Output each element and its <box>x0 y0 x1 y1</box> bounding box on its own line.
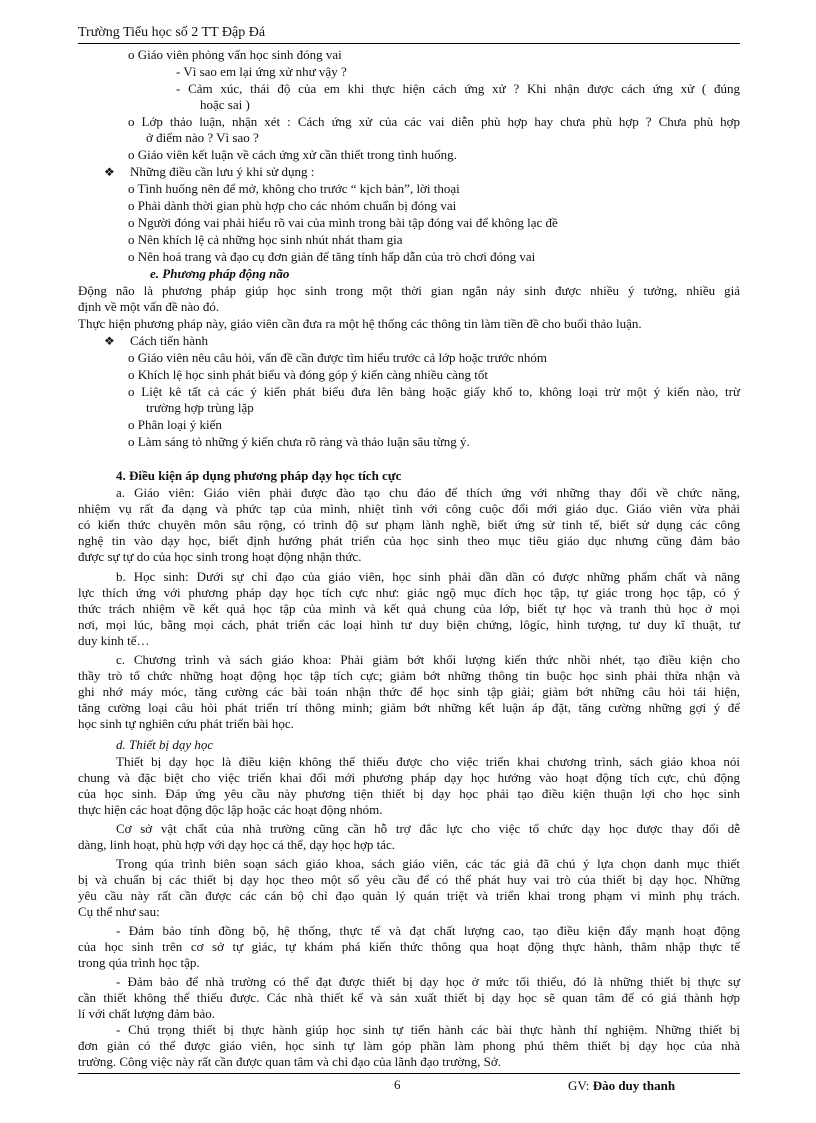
text-line: Thiết bị dạy học là điều kiện không thể thiếu được cho việc triển khai chương trình, sách giáo khoa nói <box>116 754 740 769</box>
text-line: hoặc sai ) <box>200 97 250 112</box>
text-line: ghi nhớ máy móc, tăng cường các bài toán nhận thức để học sinh tập giải; giảm bớt những câu hỏi tái hiện, <box>78 684 740 699</box>
text-line: - Đảm bảo để nhà trường có thể đạt được thiết bị dạy học ở mức tối thiểu, đó là những thiết bị thực sự <box>116 974 740 989</box>
text-line: Cụ thể như sau: <box>78 904 160 919</box>
text-line: thầy trò tổ chức những hoạt động học tập tích cực; giảm bớt những thông tin buộc học sinh phải thừa nhận và <box>78 668 740 683</box>
text-line: - Cảm xúc, thái độ của em khi thực hiện cách ứng xử ? Khi nhận được cách ứng xử ( đúng <box>176 81 740 96</box>
text-line: b. Học sinh: Dưới sự chỉ đạo của giáo viên, học sinh phải dần dần có được những phẩm chất và năng <box>116 569 740 584</box>
text-line: cần thiết không thể thiếu được. Các nhà thiết kế và sản xuất thiết bị dạy học sẽ quan tâm để có giá thành hợp <box>78 990 740 1005</box>
text-line: đơn giản có thể được giáo viên, học sinh tự làm góp phần làm phong phú thêm thiết bị dạy học của nhà <box>78 1038 740 1053</box>
text-line: ở điểm nào ? Vì sao ? <box>146 130 259 145</box>
text-line: trường. Công việc này rất cần được quan tâm và chỉ đạo của lãnh đạo trường, Sở. <box>78 1054 501 1069</box>
text-line: a. Giáo viên: Giáo viên phải được đào tạo chu đáo để thích ứng với những thay đổi về chức năng, <box>116 485 740 500</box>
text-line: o Người đóng vai phải hiểu rõ vai của mình trong bài tập đóng vai để không lạc đề <box>128 215 558 230</box>
text-line: o Nên khích lệ cả những học sinh nhút nhát tham gia <box>128 232 403 247</box>
text-line: o Giáo viên kết luận về cách ứng xử cần thiết trong tình huống. <box>128 147 457 162</box>
text-line: c. Chương trình và sách giáo khoa: Phải giảm bớt khối lượng kiến thức nhồi nhét, tạo điều kiện cho <box>116 652 740 667</box>
text-line: trong qúa trình học tập. <box>78 955 200 970</box>
text-line: lí với chất lượng đảm bảo. <box>78 1006 216 1021</box>
text-line: Trong qúa trình biên soạn sách giáo khoa, sách giáo viên, các tác giả đã chú ý lựa chọn danh mục thiết <box>116 856 740 871</box>
text-line: - Vì sao em lại ứng xử như vậy ? <box>176 64 347 79</box>
text-line: thức trách nhiệm về kết quả học tập của mình và kết quả chung của lớp, biết tự học và tranh thủ học ở mọi <box>78 601 740 616</box>
text-line: - Đảm bảo tính đồng bộ, hệ thống, thực tế và đạt chất lượng cao, tạo điều kiện đẩy mạnh hoạt động <box>116 923 740 938</box>
text-line: o Làm sáng tỏ những ý kiến chưa rõ ràng và thảo luận sâu từng ý. <box>128 434 470 449</box>
text-line: lực thích ứng với phương pháp dạy học tích cực như: giác ngộ mục đích học tập, tự giác trong học tập, có ý <box>78 585 740 600</box>
text-line: o Phân loại ý kiến <box>128 417 222 432</box>
text-line: chung và đặc biệt cho việc triển khai đổi mới phương pháp dạy học hướng vào hoạt động tích cực, chủ động <box>78 770 740 785</box>
text-line: tăng cường loại câu hỏi phát triển trí thông minh; giảm bớt những kết luận áp đặt, tăng cường những gợi ý để <box>78 700 740 715</box>
text-line: của học sinh. Đáp ứng yêu cầu này phương tiện thiết bị dạy học phải tạo điều kiện thuận lợi cho học sinh <box>78 786 740 801</box>
text-line: Động não là phương pháp giúp học sinh trong một thời gian ngắn nảy sinh được nhiều ý tưởng, nhiều giả <box>78 283 740 298</box>
text-line: nghệ tin vào dạy học, biết định hướng phát triển của học sinh theo mục tiêu giáo dục nhưng cũng đảm bảo <box>78 533 740 548</box>
author-label: GV: <box>568 1078 590 1093</box>
footer-rule <box>78 1073 740 1074</box>
text-line: duy kinh tế… <box>78 633 150 648</box>
text-line: o Giáo viên nêu câu hỏi, vấn đề cần được tìm hiểu trước cả lớp hoặc trước nhóm <box>128 350 548 365</box>
text-line: yêu cầu này rất cần được các cán bộ chỉ đạo quản lý quán triệt và triển khai trong phạm vi mình phụ trách. <box>78 888 740 903</box>
text-line: Cơ sở vật chất của nhà trường cũng cần hỗ trợ đắc lực cho việc tổ chức dạy học được thay đổi dễ <box>116 821 740 836</box>
text-line: o Phải dành thời gian phù hợp cho các nhóm chuẩn bị đóng vai <box>128 198 457 213</box>
page-header: Trường Tiểu học số 2 TT Đập Đá <box>78 25 266 40</box>
text-line: o Lớp thảo luận, nhận xét : Cách ứng xử của các vai diễn phù hợp hay chưa phù hợp ? Chưa phù hợp <box>128 114 740 129</box>
text-line: nhiệm vụ rất đa dạng và phức tạp của mình, nhiệt tình với công cuộc đổi mới giáo dục. Giáo viên vừa phải <box>78 501 740 516</box>
text-line: thực hiện các hoạt động độc lập hoặc các hoạt động nhóm. <box>78 802 383 817</box>
text-line: o Tình huống nên để mở, không cho trước “ kịch bản”, lời thoại <box>128 181 460 196</box>
subsection-heading: d. Thiết bị dạy học <box>116 737 214 752</box>
text-line: được sự tự do của học sinh trong hoạt động nhận thức. <box>78 549 362 564</box>
text-line: Cách tiến hành <box>130 333 208 348</box>
text-line: của học sinh trên cơ sở tự giác, tự khám phá kiến thức thông qua hoạt động thực hành, thâm nhập thực tế <box>78 939 740 954</box>
text-line: o Giáo viên phỏng vấn học sinh đóng vai <box>128 47 342 62</box>
section-heading: 4. Điều kiện áp dụng phương pháp dạy học tích cực <box>116 468 402 483</box>
text-line: o Liệt kê tất cả các ý kiến phát biểu đưa lên bảng hoặc giấy khổ to, không loại trừ một ý kiến nào, trừ <box>128 384 740 399</box>
text-line: Thực hiện phương pháp này, giáo viên cần đưa ra một hệ thống các thông tin làm tiền đề cho buổi thảo luận. <box>78 316 642 331</box>
text-line: - Chú trọng thiết bị thực hành giúp học sinh tự tiến hành các bài thực hành thí nghiệm. Những thiết bị <box>116 1022 740 1037</box>
text-line: o Nên hoá trang và đạo cụ đơn giản để tăng tính hấp dẫn của trò chơi đóng vai <box>128 249 536 264</box>
section-heading: e. Phương pháp động não <box>150 266 290 281</box>
text-line: định về một vấn đề nào đó. <box>78 299 220 314</box>
diamond-bullet-icon: ❖ <box>104 334 115 348</box>
text-line: o Khích lệ học sinh phát biểu và đóng góp ý kiến càng nhiều càng tốt <box>128 367 488 382</box>
page-number: 6 <box>394 1077 401 1092</box>
text-line: dàng, linh hoạt, phù hợp với dạy học cá thể, dạy học hợp tác. <box>78 837 396 852</box>
diamond-bullet-icon: ❖ <box>104 165 115 179</box>
text-line: trường hợp trùng lặp <box>146 400 254 415</box>
text-line: nơi, mọi lúc, bằng mọi cách, phát triển các loại hình tư duy biện chứng, lôgíc, hình tượng, tư duy kĩ thuật, tư <box>78 617 740 632</box>
text-line: bị và chuẩn bị các thiết bị dạy học theo một số yêu cầu để có thể phát huy vai trò của thiết bị dạy học. Những <box>78 872 740 887</box>
text-line: có kiến thức chuyên môn sâu rộng, có trình độ sư phạm lành nghề, biết ứng sử tinh tế, biết sử dụng các công <box>78 517 740 532</box>
header-rule <box>78 43 740 44</box>
text-line: Những điều cần lưu ý khi sử dụng : <box>130 164 315 179</box>
author-name: Đào duy thanh <box>592 1078 676 1093</box>
author-credit <box>568 1078 675 1093</box>
text-line: học sinh tự nghiên cứu phát triển bài học. <box>78 716 294 731</box>
